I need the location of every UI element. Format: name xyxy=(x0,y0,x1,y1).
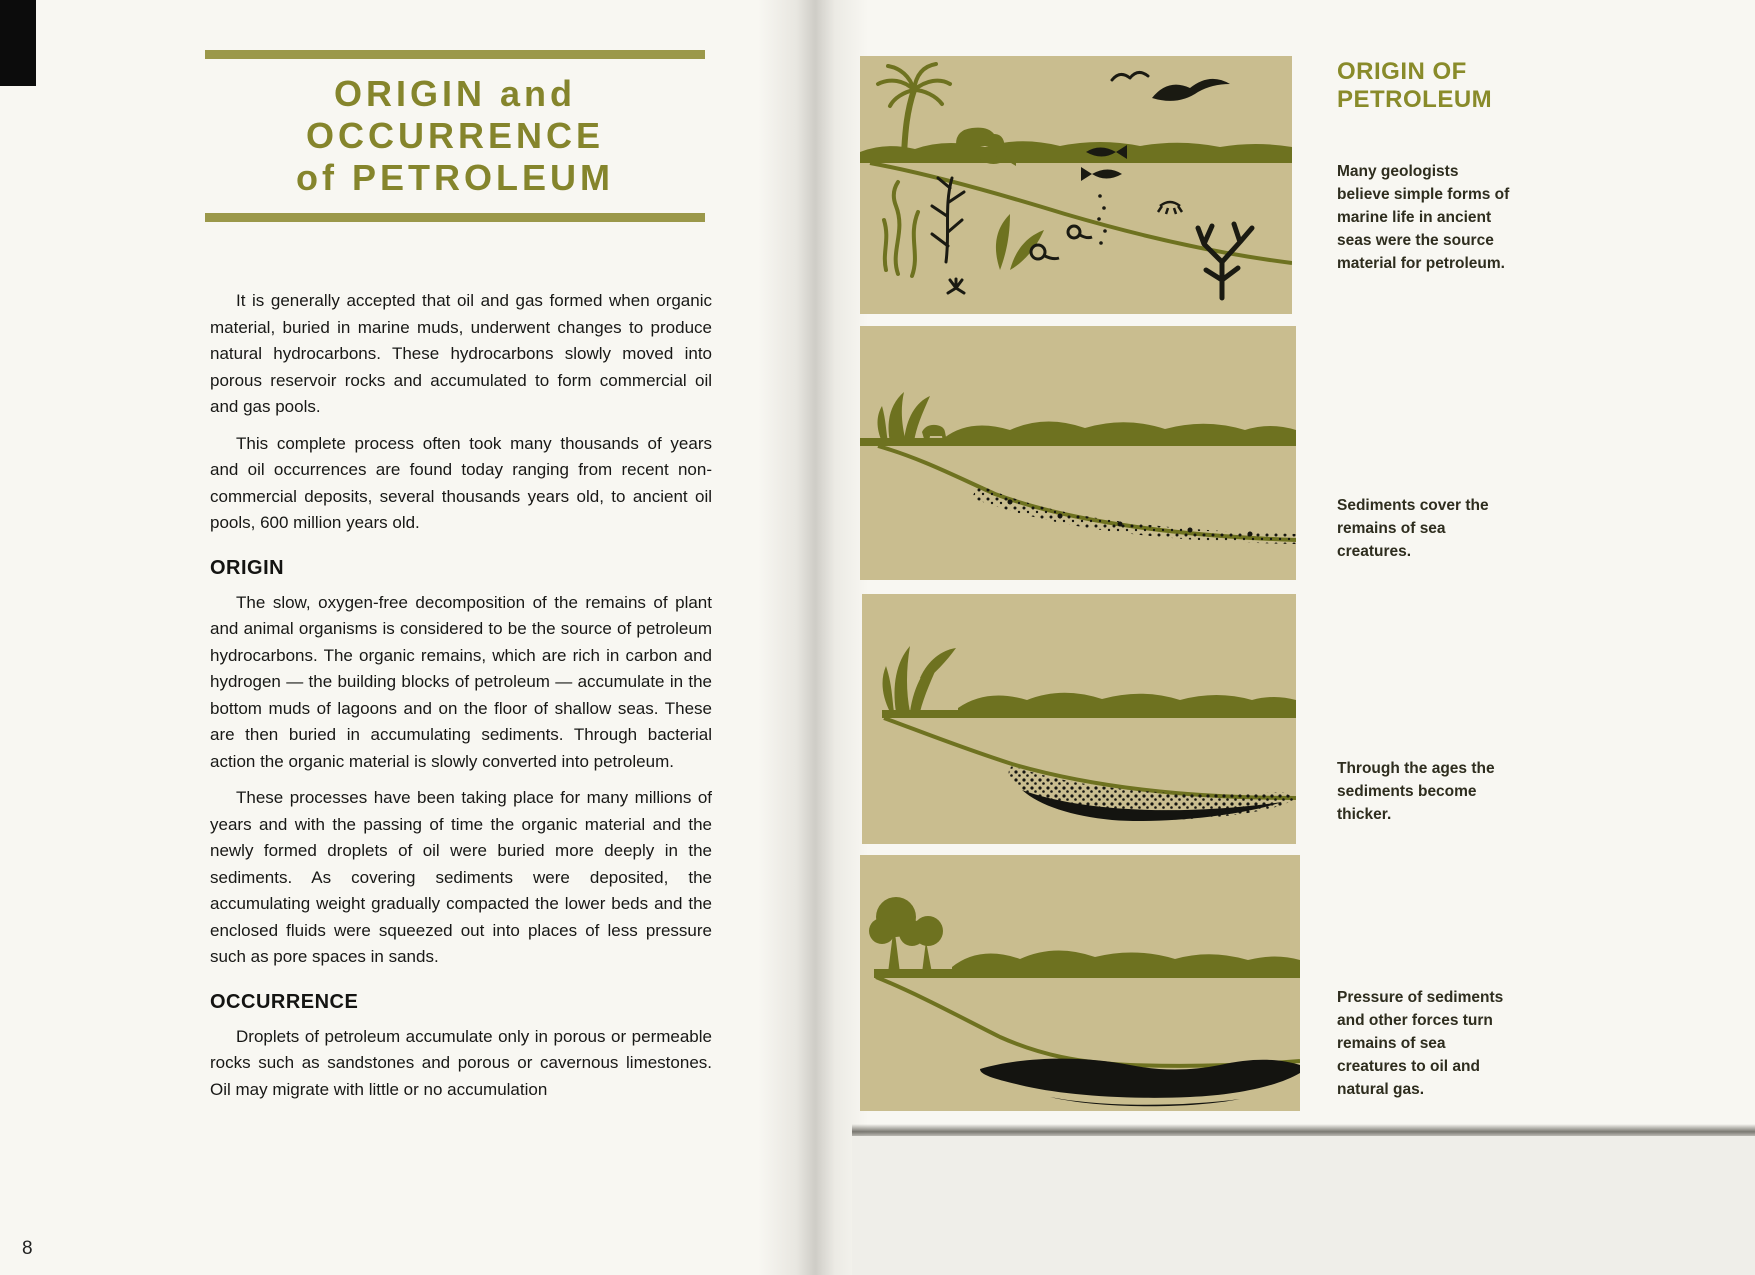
occurrence-paragraph-1: Droplets of petroleum accumulate only in porous or permeable rocks such as sandstones and porous or cavernous limestones. Oil may migrate with little or no accumulation xyxy=(210,1026,712,1099)
scan-artifact xyxy=(0,0,36,86)
illustration-panel-oil-pools xyxy=(860,855,1300,1111)
illustration-panel-sea-life xyxy=(860,56,1292,314)
illustration-panel-thicker-sediments xyxy=(862,594,1296,844)
page-title-line-2: OCCURRENCE xyxy=(305,115,604,156)
title-rule-top xyxy=(205,50,705,59)
page-number: 8 xyxy=(22,1238,33,1259)
caption-sediments-cover: Sediments cover the remains of sea creatures. xyxy=(1337,497,1489,560)
body-text xyxy=(210,288,712,1113)
right-page-heading: ORIGIN OF PETROLEUM xyxy=(1337,58,1493,113)
sea-life-illustration xyxy=(860,56,1292,314)
title-block xyxy=(205,50,705,222)
origin-paragraph-2: These processes have been taking place for many millions of years and with the passing of time the organic material and the newly formed droplets of oil were buried more deeply in the sediments. As covering sediments were deposited, the accumulating weight gradually compacted the lower beds and the enclosed fluids were squeezed out into places of less pressure such as pore spaces in sands. xyxy=(210,788,712,966)
scan-background xyxy=(852,1136,1755,1275)
section-heading-occurrence: OCCURRENCE xyxy=(210,990,359,1013)
caption-oil-pools: Pressure of sediments and other forces turn remains of sea creatures to oil and natural gas. xyxy=(1337,989,1504,1098)
page-title-line-3: of PETROLEUM xyxy=(296,157,614,198)
caption-sea-life: Many geologists believe simple forms of marine life in ancient seas were the source material for petroleum. xyxy=(1337,163,1510,272)
illustration-panel-sediments-cover xyxy=(860,326,1296,580)
origin-paragraph-1: The slow, oxygen-free decomposition of the remains of plant and animal organisms is considered to be the source of petroleum hydrocarbons. The organic remains, which are rich in carbon and hydrogen — the building blocks of petroleum — accumulate in the bottom muds of lagoons and on the floor of shallow seas. These are then buried in accumulating sediments. Through bacterial action the organic material is slowly converted into petroleum. xyxy=(210,592,712,771)
page-title-line-1: ORIGIN and xyxy=(333,73,576,114)
page-gutter xyxy=(758,0,868,1275)
thicker-sediments-illustration xyxy=(862,594,1296,844)
caption-thicker-sediments: Through the ages the sediments become thicker. xyxy=(1337,760,1495,823)
intro-paragraph-2: This complete process often took many thousands of years and oil occurrences are found today ranging from recent non-commercial deposits, several thousands years old, to ancient oil pools, 600 million years old. xyxy=(210,433,712,532)
oil-pools-illustration xyxy=(860,855,1300,1111)
intro-paragraph-1: It is generally accepted that oil and gas formed when organic material, buried in marine muds, underwent changes to produce natural hydrocarbons. These hydrocarbons slowly moved into porous reservoir rocks and accumulated to form commercial oil and gas pools. xyxy=(210,291,712,416)
title-rule-bottom xyxy=(205,213,705,222)
sediments-cover-illustration xyxy=(860,326,1296,580)
section-heading-origin: ORIGIN xyxy=(210,556,285,579)
